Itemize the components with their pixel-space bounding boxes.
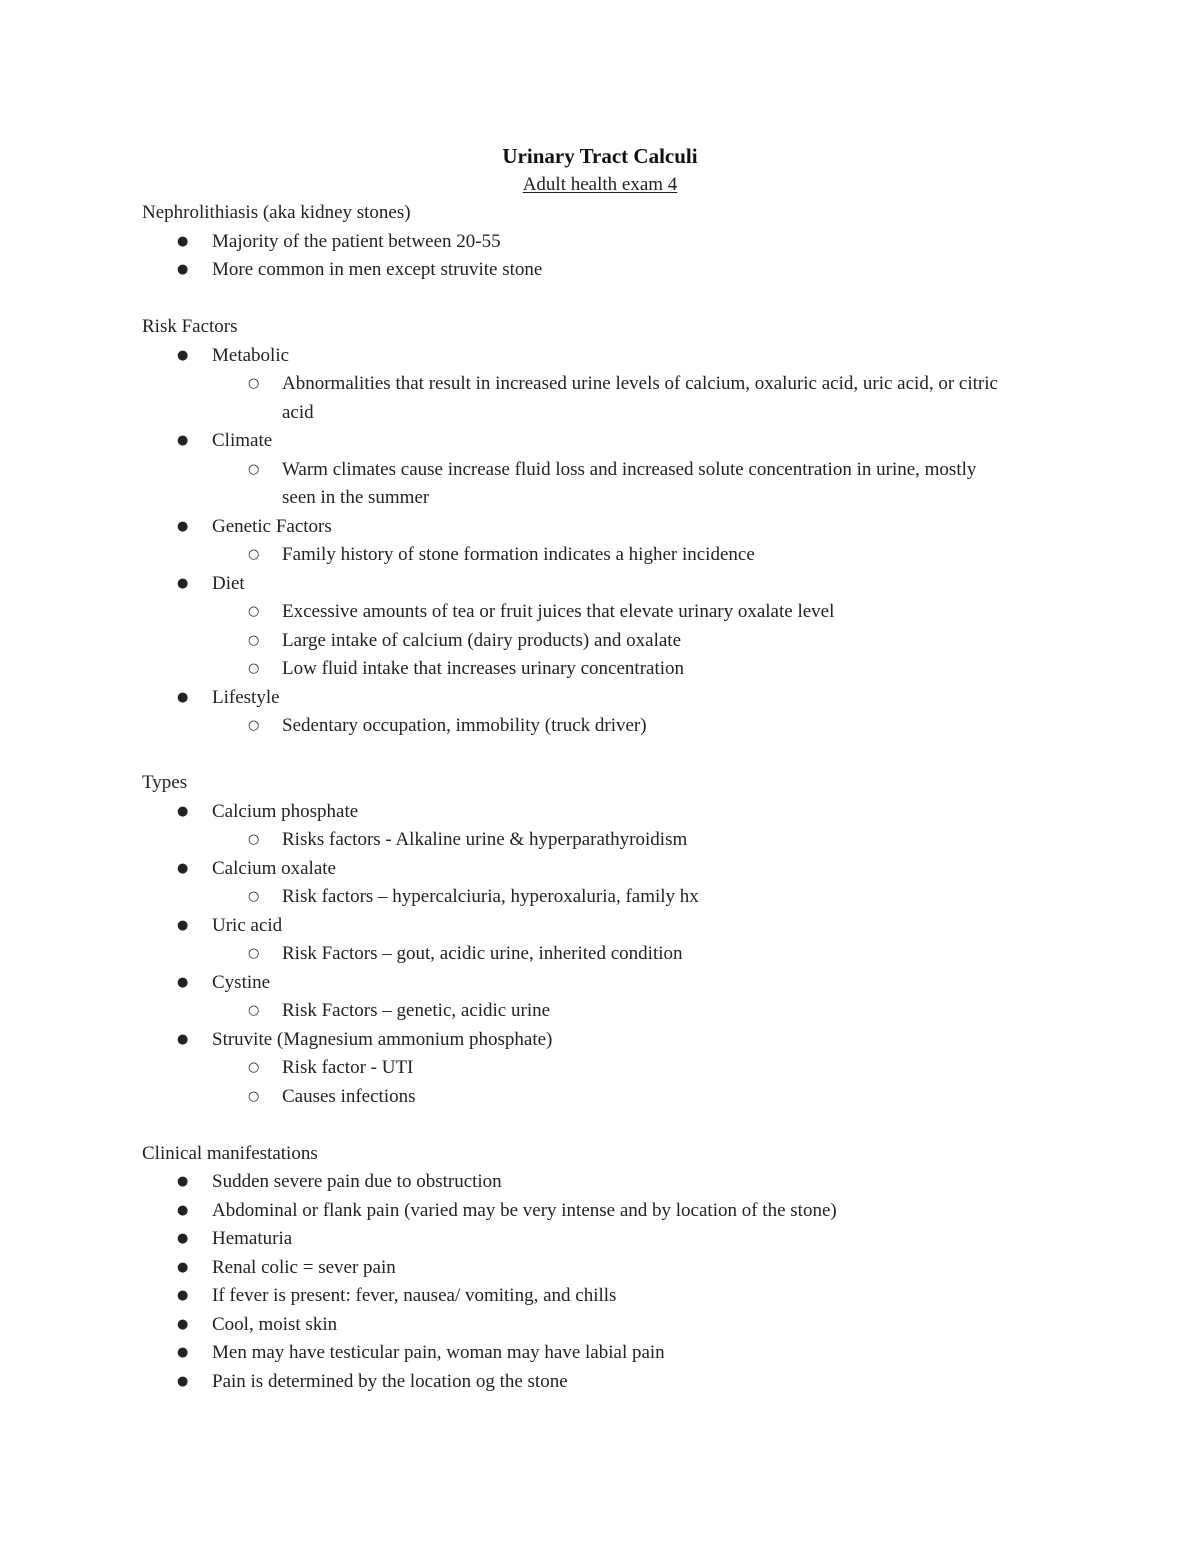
section-risk-factors <box>142 313 1058 741</box>
section-heading: Nephrolithiasis (aka kidney stones) <box>142 202 411 223</box>
sub-list-item: ○ Large intake of calcium (dairy products) and oxalate <box>212 627 1058 656</box>
document-subtitle-text: Adult health exam 4 <box>522 174 678 195</box>
section-nephrolithiasis <box>142 199 1058 285</box>
sub-bullet-list <box>212 997 1058 1026</box>
document-subtitle <box>142 171 1058 199</box>
list-item: ● Hematuria <box>142 1225 1058 1254</box>
list-item-text: Uric acid <box>212 914 283 936</box>
sub-bullet-list <box>212 456 1058 513</box>
bullet-list <box>142 228 1058 285</box>
list-item-text: Genetic Factors <box>212 515 332 537</box>
sub-list-item: ○ Excessive amounts of tea or fruit juices that elevate urinary oxalate level <box>212 598 1058 627</box>
sub-bullet-list <box>212 940 1058 969</box>
list-item-text: Lifestyle <box>212 686 280 708</box>
list-item: ● Renal colic = sever pain <box>142 1254 1058 1283</box>
list-item <box>142 1026 1058 1112</box>
list-item: ● Abdominal or flank pain (varied may be very intense and by location of the stone) <box>142 1197 1058 1226</box>
section-spacer <box>142 285 1058 314</box>
list-item-text: Cystine <box>212 971 271 993</box>
sub-list-item: ○ Abnormalities that result in increased urine levels of calcium, oxaluric acid, uric acid, or citric acid <box>212 370 1058 427</box>
list-item <box>142 798 1058 855</box>
sub-bullet-list <box>212 598 1058 684</box>
sub-bullet-list <box>212 541 1058 570</box>
list-item: ● If fever is present: fever, nausea/ vomiting, and chills <box>142 1282 1058 1311</box>
list-item: ● Men may have testicular pain, woman may have labial pain <box>142 1339 1058 1368</box>
list-item <box>142 684 1058 741</box>
list-item <box>142 912 1058 969</box>
section-heading: Types <box>142 772 188 793</box>
list-item <box>142 513 1058 570</box>
list-item-text: Calcium phosphate <box>212 800 359 822</box>
list-item-text: Calcium oxalate <box>212 857 336 879</box>
sub-list-item: ○ Warm climates cause increase fluid loss and increased solute concentration in urine, mostly seen in the summer <box>212 456 1058 513</box>
sub-bullet-list <box>212 1054 1058 1111</box>
sub-list-item: ○ Risk factor - UTI <box>212 1054 1058 1083</box>
list-item: ● Majority of the patient between 20-55 <box>142 228 1058 257</box>
list-item <box>142 342 1058 428</box>
section-spacer <box>142 741 1058 770</box>
sub-list-item: ○ Risks factors - Alkaline urine & hyperparathyroidism <box>212 826 1058 855</box>
list-item-text: Climate <box>212 430 273 451</box>
list-item <box>142 855 1058 912</box>
sub-bullet-list <box>212 370 1058 427</box>
list-item <box>142 570 1058 684</box>
list-item-text: Diet <box>212 572 245 594</box>
section-heading: Clinical manifestations <box>142 1142 318 1164</box>
list-item <box>142 969 1058 1026</box>
sub-list-item: ○ Sedentary occupation, immobility (truck driver) <box>212 712 1058 741</box>
sub-list-item: ○ Low fluid intake that increases urinary concentration <box>212 655 1058 684</box>
bullet-list <box>142 798 1058 1112</box>
list-item-text: Struvite (Magnesium ammonium phosphate) <box>212 1028 553 1050</box>
sub-bullet-list <box>212 883 1058 912</box>
sub-list-item: ○ Risk Factors – gout, acidic urine, inherited condition <box>212 940 1058 969</box>
section-clinical-manifestations <box>142 1140 1058 1397</box>
sub-bullet-list <box>212 712 1058 741</box>
list-item-text: Metabolic <box>212 344 290 366</box>
document-title: Urinary Tract Calculi <box>502 144 698 168</box>
sub-bullet-list <box>212 826 1058 855</box>
section-heading: Risk Factors <box>142 316 238 337</box>
sub-list-item: ○ Risk factors – hypercalciuria, hyperoxaluria, family hx <box>212 883 1058 912</box>
sub-list-item: ○ Family history of stone formation indicates a higher incidence <box>212 541 1058 570</box>
list-item: ● More common in men except struvite stone <box>142 256 1058 285</box>
section-spacer <box>142 1111 1058 1140</box>
list-item: ● Cool, moist skin <box>142 1311 1058 1340</box>
list-item: ● Sudden severe pain due to obstruction <box>142 1168 1058 1197</box>
list-item <box>142 427 1058 513</box>
section-types <box>142 769 1058 1111</box>
bullet-list <box>142 342 1058 741</box>
bullet-list <box>142 1168 1058 1396</box>
sub-list-item: ○ Risk Factors – genetic, acidic urine <box>212 997 1058 1026</box>
list-item: ● Pain is determined by the location og the stone <box>142 1368 1058 1397</box>
sub-list-item: ○ Causes infections <box>212 1083 1058 1112</box>
